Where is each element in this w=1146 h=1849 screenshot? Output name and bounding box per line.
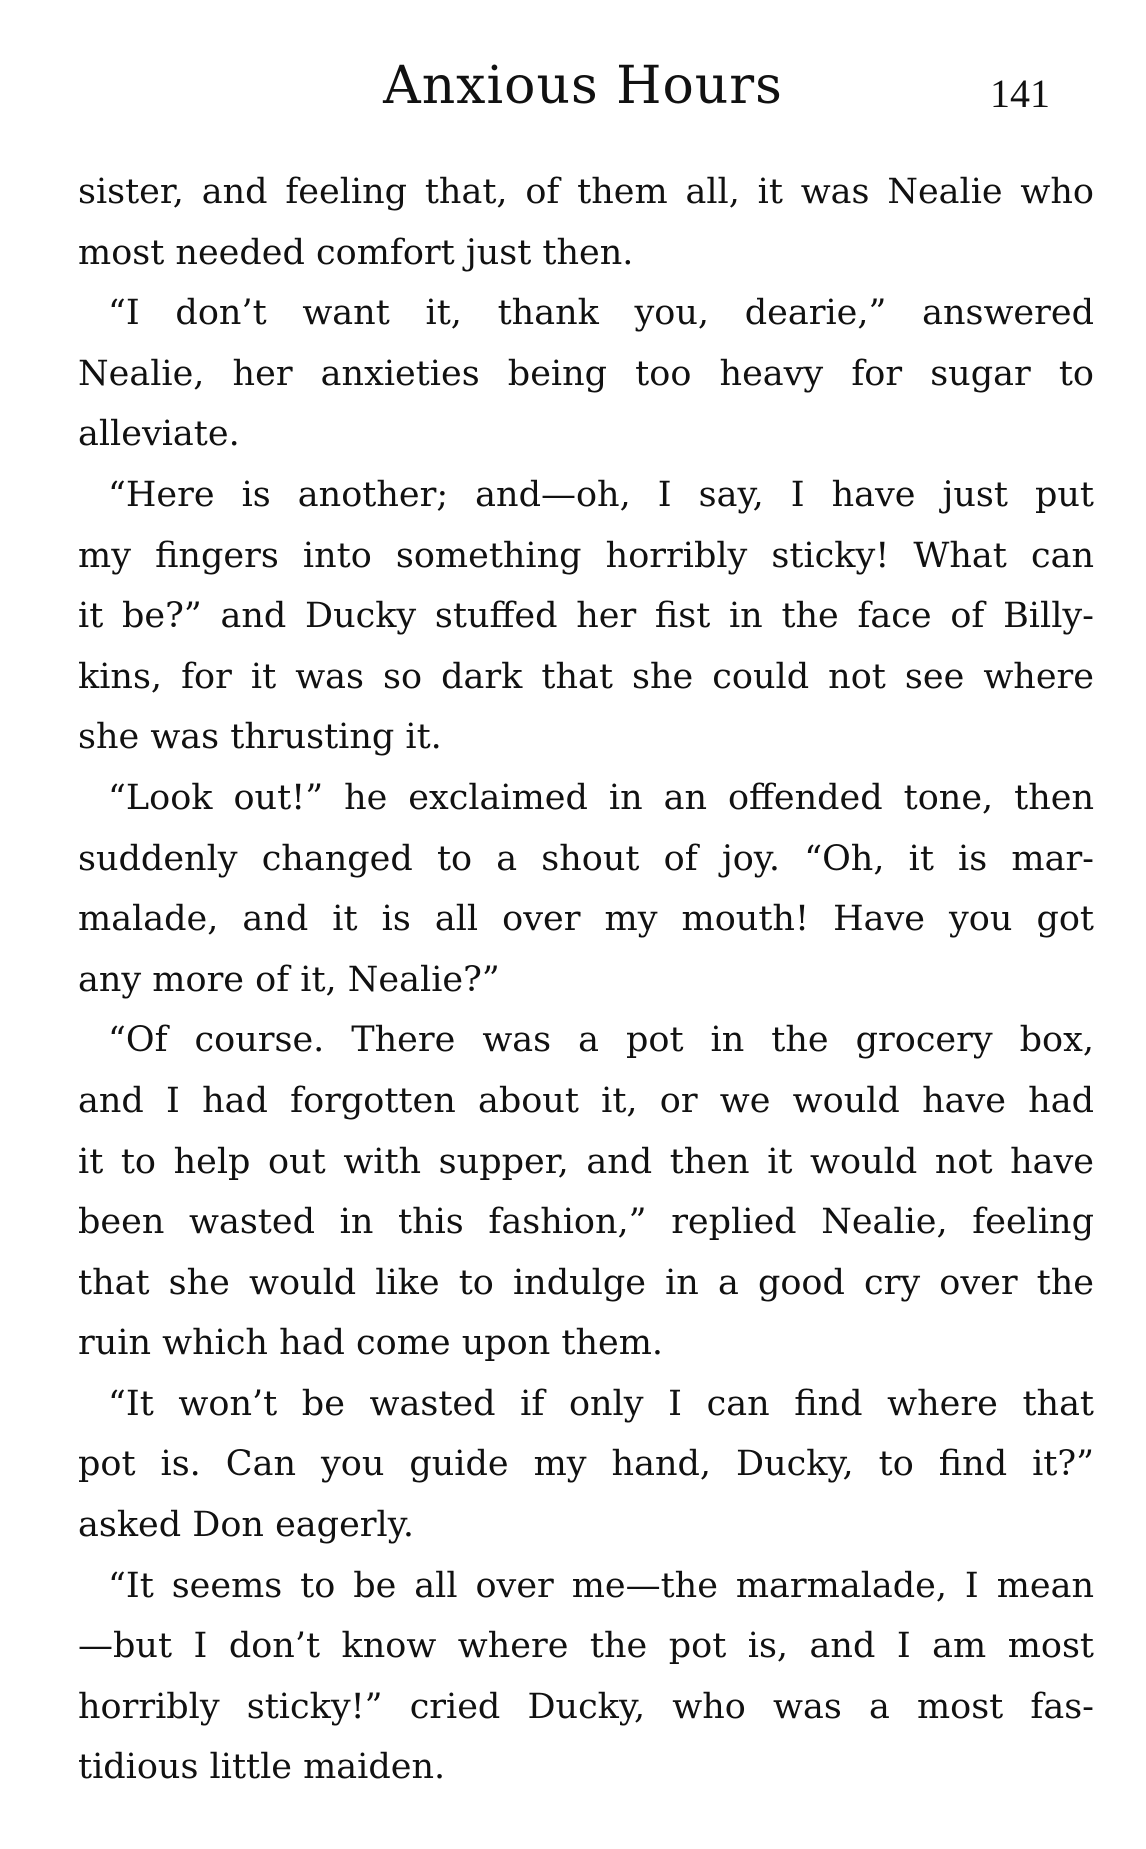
text-line: any more of it, Nealie?” <box>78 959 500 1000</box>
text-line: Nealie, her anxieties being too heavy for sugar to <box>78 353 1094 394</box>
text-line: and I had forgotten about it, or we would have had <box>78 1080 1094 1121</box>
running-head <box>80 46 1086 126</box>
text-line: it be?” and Ducky stuffed her fist in the face of Billy- <box>78 596 1094 637</box>
text-line: “Here is another; and—oh, I say, I have just put <box>108 474 1094 515</box>
text-line: been wasted in this fashion,” replied Nealie, feeling <box>78 1202 1094 1243</box>
text-line: “Of course. There was a pot in the grocery box, <box>108 1020 1094 1061</box>
chapter-title: Anxious Hours <box>383 56 783 116</box>
text-line: that she would like to indulge in a good cry over the <box>78 1262 1094 1303</box>
text-line: my fingers into something horribly sticky! What can <box>78 535 1094 576</box>
text-line: “It seems to be all over me—the marmalade, I mean <box>108 1565 1094 1606</box>
text-line: horribly sticky!” cried Ducky, who was a most fas- <box>78 1686 1094 1727</box>
text-line: kins, for it was so dark that she could not see where <box>78 656 1094 697</box>
text-line: it to help out with supper, and then it would not have <box>78 1141 1094 1182</box>
text-line: ruin which had come upon them. <box>78 1323 664 1364</box>
body-text <box>78 162 1094 1798</box>
text-line: most needed comfort just then. <box>78 232 634 273</box>
text-line: “Look out!” he exclaimed in an offended tone, then <box>108 777 1094 818</box>
text-line: “It won’t be wasted if only I can find where that <box>108 1383 1094 1424</box>
text-line: —but I don’t know where the pot is, and I am most <box>78 1626 1094 1667</box>
text-line: pot is. Can you guide my hand, Ducky, to find it?” <box>78 1444 1094 1485</box>
text-line: malade, and it is all over my mouth! Have you got <box>78 899 1094 940</box>
text-line: tidious little maiden. <box>78 1747 446 1788</box>
text-line: “I don’t want it, thank you, dearie,” answered <box>108 293 1094 334</box>
text-line: alleviate. <box>78 414 240 455</box>
text-line: suddenly changed to a shout of joy. “Oh, it is mar- <box>78 838 1094 879</box>
text-line: sister, and feeling that, of them all, it was Nealie who <box>78 172 1094 212</box>
text-line: she was thrusting it. <box>78 717 442 758</box>
text-line: asked Don eagerly. <box>78 1505 414 1546</box>
page-number: 141 <box>990 71 1050 116</box>
